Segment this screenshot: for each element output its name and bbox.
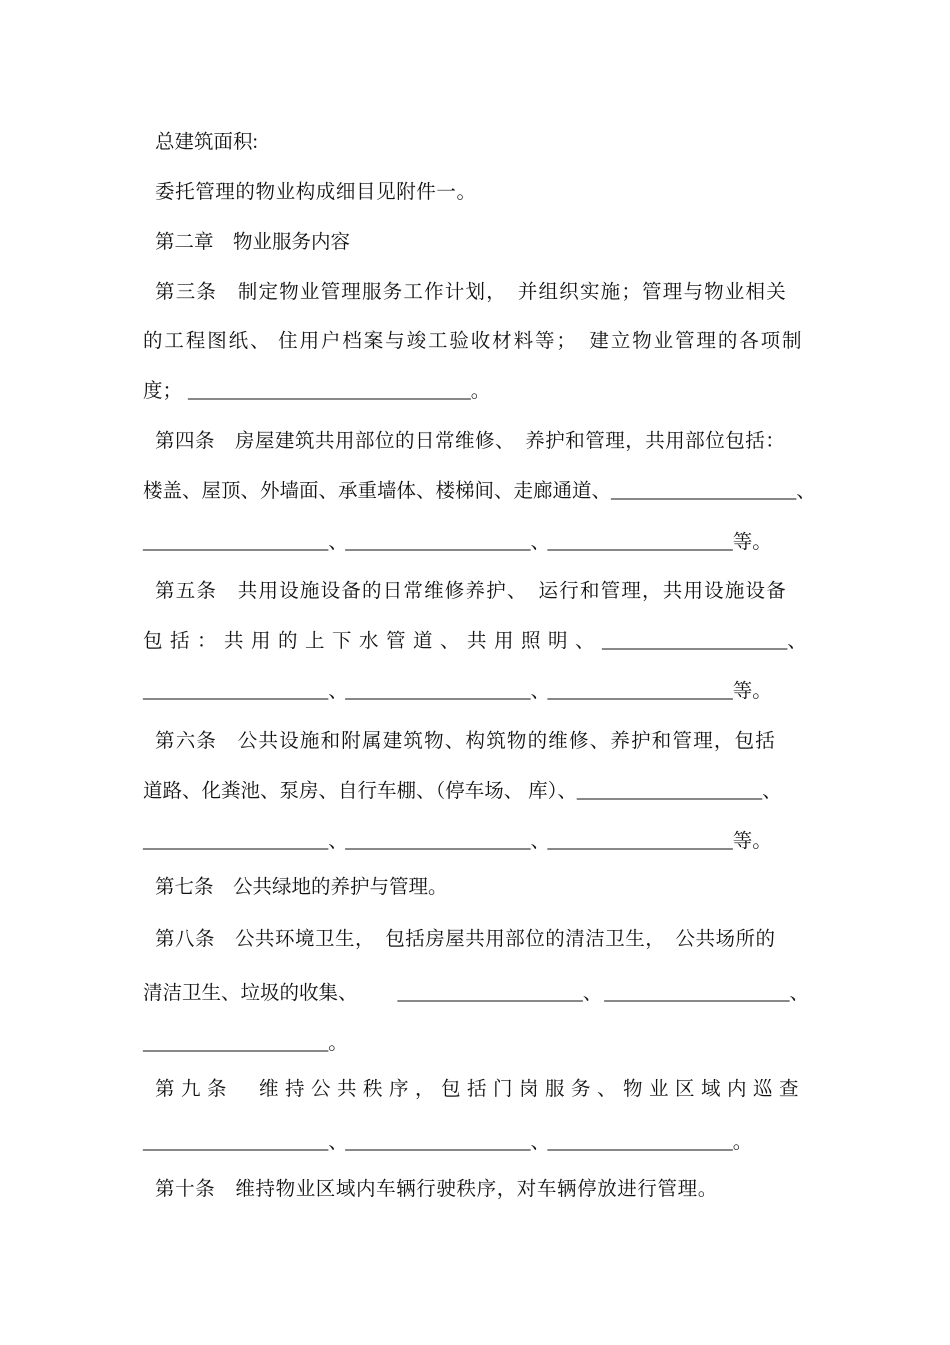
fill-in-blank: ___________________ <box>602 631 788 652</box>
article-6-line-2 <box>143 780 779 804</box>
line-text: 等。 <box>732 681 772 702</box>
article-5-line-3 <box>143 680 772 704</box>
fill-in-blank: ___________________ <box>547 532 733 553</box>
article-4-line-3 <box>143 531 772 555</box>
article-8-line-2 <box>143 982 809 1006</box>
fill-in-blank: ___________________ <box>143 1033 329 1054</box>
fill-in-blank: ___________________ <box>576 781 763 802</box>
article-5-line-1: 第五条 共用设施设备的日常维修养护、 运行和管理，共用设施设备 <box>155 581 787 602</box>
punctuation: 。 <box>328 1033 348 1054</box>
punctuation: 、 <box>762 781 780 802</box>
article-8-line-1: 第八条 公共环境卫生， 包括房屋共用部位的清洁卫生， 公共场所的 <box>155 929 776 950</box>
article-3-line-1: 第三条 制定物业管理服务工作计划， 并组织实施；管理与物业相关 <box>155 282 787 303</box>
fill-in-blank: ___________________ <box>345 1132 531 1153</box>
punctuation: 、 <box>530 681 548 702</box>
fill-in-blank: ___________________ <box>547 681 733 702</box>
line-text: 包括：共用的上下水管道、共用照明、 <box>143 631 603 652</box>
line-text: 楼盖、屋顶、外墙面、承重墙体、楼梯间、走廊通道、 <box>143 481 612 502</box>
punctuation: 、 <box>328 681 346 702</box>
fill-in-blank: ___________________ <box>143 831 329 852</box>
article-3-line-2: 的工程图纸、 住用户档案与竣工验收材料等； 建立物业管理的各项制 <box>143 331 804 352</box>
punctuation: 、 <box>796 481 814 502</box>
chapter-2-heading: 第二章 物业服务内容 <box>155 232 351 253</box>
punctuation: 、 <box>530 1132 548 1153</box>
punctuation: 。 <box>732 1132 753 1153</box>
fill-in-blank: ___________________ <box>345 681 531 702</box>
article-8-line-3 <box>143 1032 348 1056</box>
fill-in-blank: ___________________ <box>143 532 329 553</box>
line-text: 清洁卫生、垃圾的收集、 <box>143 983 358 1004</box>
fill-in-blank: ___________________ <box>611 481 797 502</box>
punctuation: 、 <box>582 983 603 1004</box>
article-7-line-1: 第七条 公共绿地的养护与管理。 <box>155 877 448 898</box>
article-9-line-2 <box>143 1131 752 1155</box>
punctuation: 、 <box>530 831 548 852</box>
article-3-line-3 <box>143 380 490 404</box>
punctuation: 、 <box>787 631 805 652</box>
fill-in-blank: ___________________ <box>345 831 531 852</box>
punctuation: 。 <box>470 381 491 402</box>
total-area-label: 总建筑面积: <box>155 132 258 153</box>
line-text: 等。 <box>732 831 772 852</box>
fill-in-blank: ___________________ <box>547 1132 733 1153</box>
line-text: 度； <box>143 381 183 402</box>
fill-in-blank: ___________________ <box>604 983 790 1004</box>
fill-in-blank: ___________________ <box>547 831 733 852</box>
punctuation: 、 <box>328 1132 346 1153</box>
article-6-line-1: 第六条 公共设施和附属建筑物、构筑物的维修、养护和管理，包括 <box>155 731 777 752</box>
fill-in-blank: ___________________ <box>143 681 329 702</box>
punctuation: 、 <box>530 532 548 553</box>
punctuation: 、 <box>328 532 346 553</box>
punctuation: 、 <box>789 983 810 1004</box>
fill-in-blank: ___________________ <box>397 983 583 1004</box>
article-4-line-1: 第四条 房屋建筑共用部位的日常维修、 养护和管理，共用部位包括： <box>155 431 786 452</box>
punctuation: 、 <box>328 831 346 852</box>
article-5-line-2 <box>143 630 804 654</box>
appendix-reference: 委托管理的物业构成细目见附件一。 <box>155 182 477 203</box>
article-6-line-3 <box>143 830 772 854</box>
article-9-line-1: 第九条 维持公共秩序，包括门岗服务、物业区域内巡查 <box>155 1079 806 1100</box>
fill-in-blank: _____________________________ <box>188 381 471 402</box>
article-10-line-1: 第十条 维持物业区域内车辆行驶秩序，对车辆停放进行管理。 <box>155 1179 718 1200</box>
fill-in-blank: ___________________ <box>345 532 531 553</box>
article-4-line-2 <box>143 480 813 504</box>
fill-in-blank: ___________________ <box>143 1132 329 1153</box>
line-text: 道路、化粪池、泵房、自行车棚、（停车场、 库）、 <box>143 781 577 802</box>
line-text: 等。 <box>732 532 772 553</box>
